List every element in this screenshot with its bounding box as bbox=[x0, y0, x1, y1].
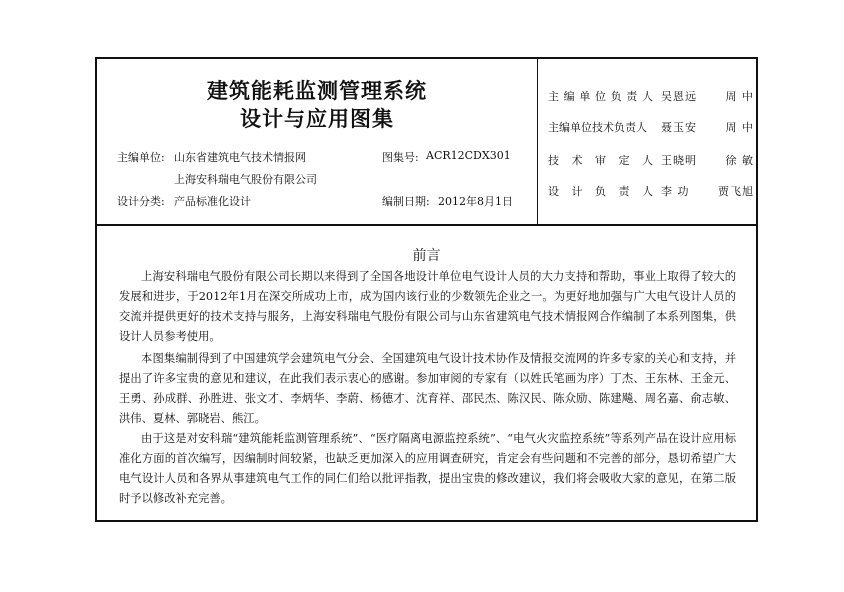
preface-title: 前言 bbox=[412, 248, 441, 264]
title-block-left bbox=[97, 59, 537, 224]
document-sheet bbox=[95, 57, 758, 522]
personnel-name: 徐 敏 bbox=[725, 154, 754, 167]
atlas-number-label: 图集号: bbox=[382, 151, 419, 164]
preface-paragraph: 由于这是对安科瑞“建筑能耗监测管理系统”、“医疗隔离电源监控系统”、“电气火灾监控系统”等系列产品在设计应用标准化方面的首次编写，因编制时间较紧，也缺乏更加深入的应用调查研究，肯定会有些问题和不完善的部分，恳切希望广大电气设计人员和各界从事建筑电气工作的同仁们给以批评指教，提出宝贵的修改建议，我们将会吸收大家的意见，在第二版时予以修改补充完善。 bbox=[119, 432, 736, 505]
personnel-role: 技 术 审 定 人 bbox=[548, 154, 653, 167]
personnel-block bbox=[538, 59, 758, 224]
category-label: 设计分类: bbox=[117, 195, 165, 208]
personnel-row bbox=[548, 152, 754, 168]
preface-paragraph: 上海安科瑞电气股份有限公司长期以来得到了全国各地设计单位电气设计人员的大力支持和帮助，事业上取得了较大的发展和进步，于2012年1月在深交所成功上市，成为国内该行业的少数领先企业之一。为更好地加强与广大电气设计人员的交流并提供更好的技术支持与服务，上海安科瑞电气股份有限公司与山东省建筑电气技术情报网合作编制了本系列图集，供设计人员参考使用。 bbox=[119, 270, 736, 343]
preface-paragraph: 本图集编制得到了中国建筑学会建筑电气分会、全国建筑电气设计技术协作及情报交流网的许多专家的关心和支持，并提出了许多宝贵的意见和建议，在此我们表示衷心的感谢。参加审阅的专家有（以姓氏笔画为序）丁杰、王东林、王金元、王勇、孙成群、孙胜进、张文才、李炳华、李蔚、杨德才、沈育祥、邵民杰、陈汉民、陈众励、陈建飚、周名嘉、俞志敏、洪伟、夏林、郭晓岩、熊江。 bbox=[119, 352, 736, 425]
personnel-name: 李 功 bbox=[661, 185, 690, 198]
personnel-name: 聂玉安 bbox=[661, 121, 697, 134]
personnel-name: 周 中 bbox=[725, 121, 754, 134]
date-label: 编制日期: bbox=[382, 195, 430, 208]
title-block bbox=[97, 59, 756, 226]
personnel-name: 吴恩远 bbox=[661, 90, 697, 103]
editor-org-1: 山东省建筑电气技术情报网 bbox=[174, 151, 306, 164]
editor-label: 主编单位: bbox=[117, 151, 165, 164]
personnel-name: 周 中 bbox=[725, 90, 754, 103]
editor-org-2: 上海安科瑞电气股份有限公司 bbox=[174, 173, 317, 186]
personnel-role: 设 计 负 责 人 bbox=[548, 185, 653, 198]
category-value: 产品标准化设计 bbox=[174, 195, 251, 208]
atlas-number-value: ACR12CDX301 bbox=[426, 149, 511, 162]
personnel-role: 主编单位技术负责人 bbox=[548, 121, 647, 134]
document-title-line1: 建筑能耗监测管理系统 bbox=[207, 79, 427, 103]
date-value: 2012年8月1日 bbox=[438, 195, 513, 208]
personnel-name: 贾飞旭 bbox=[718, 185, 754, 198]
personnel-row bbox=[548, 88, 754, 104]
document-title-line2: 设计与应用图集 bbox=[240, 107, 394, 131]
personnel-name: 王晓明 bbox=[661, 154, 697, 167]
personnel-row bbox=[548, 119, 754, 135]
personnel-row bbox=[548, 183, 754, 199]
personnel-role: 主 编 单 位 负 责 人 bbox=[548, 90, 653, 103]
